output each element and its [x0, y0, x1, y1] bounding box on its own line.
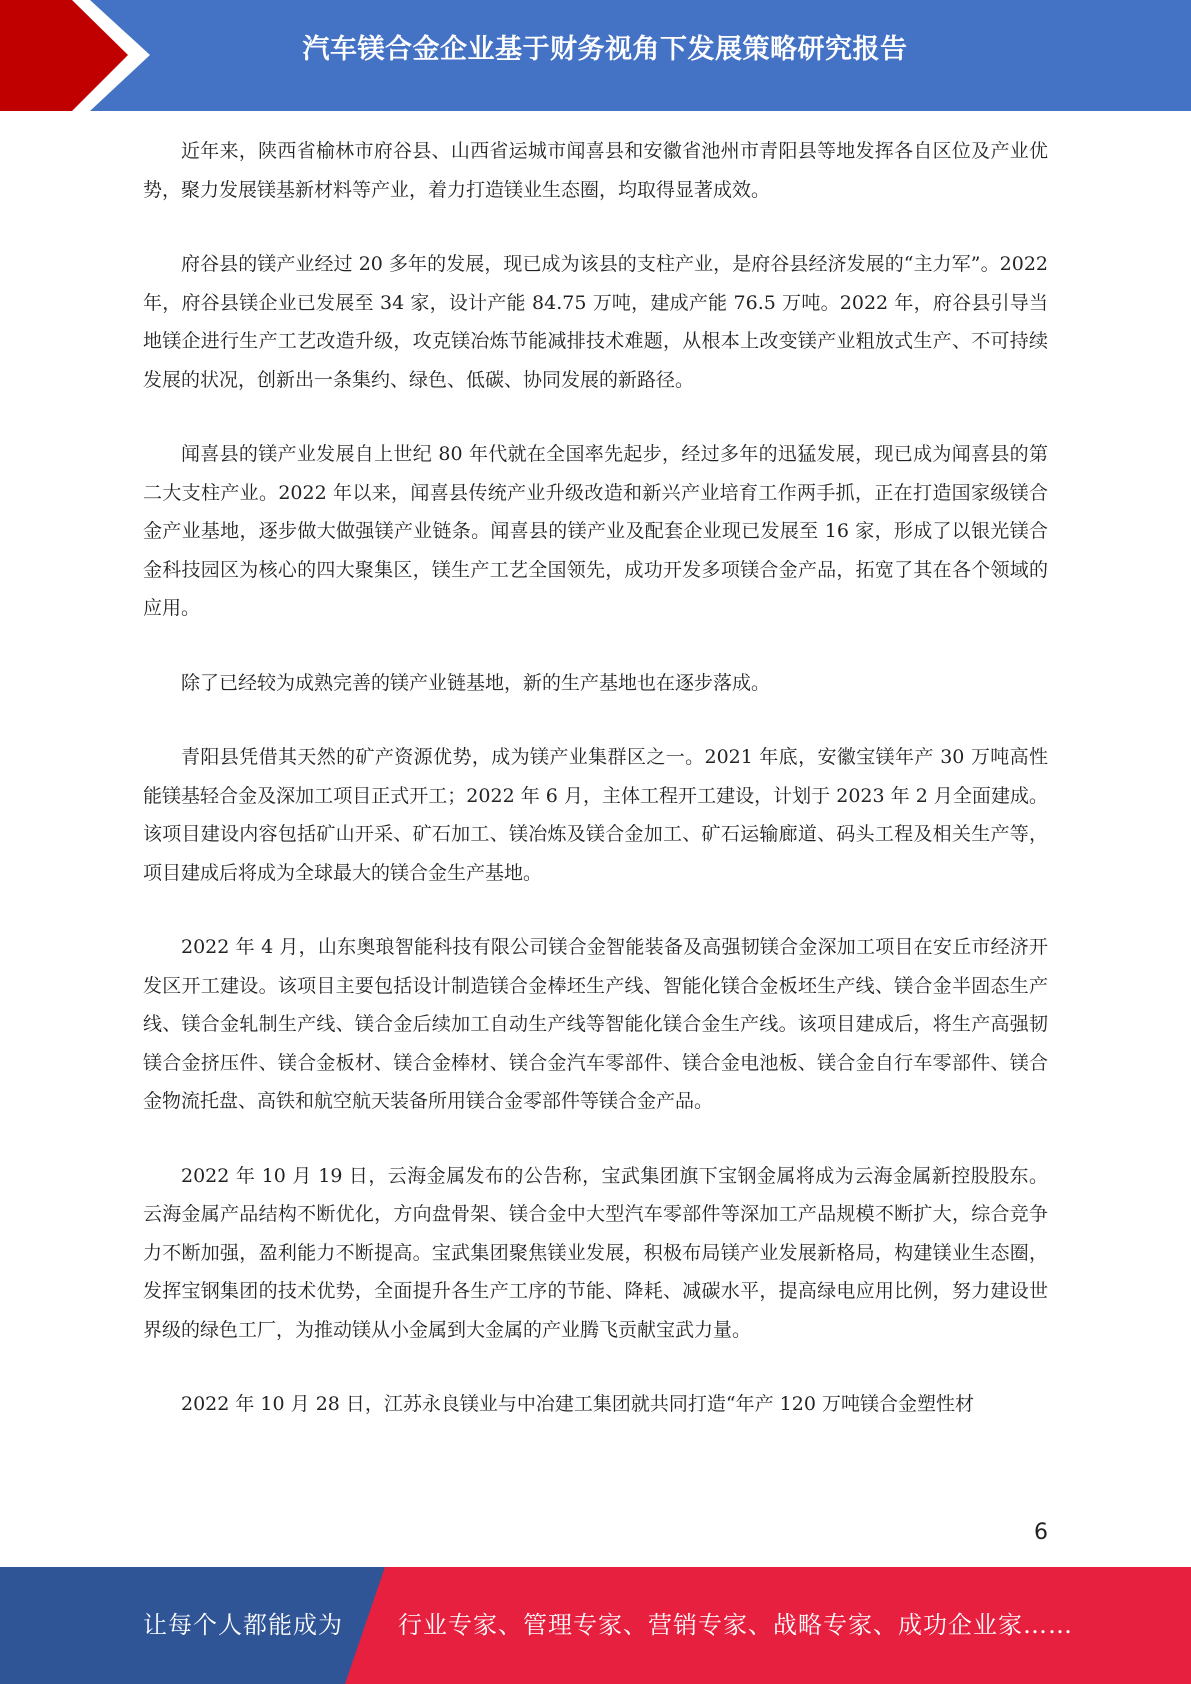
paragraph-yunhai: 2022 年 10 月 19 日，云海金属发布的公告称，宝武集团旗下宝钢金属将成为云海金属新控股股东。云海金属产品结构不断优化，方向盘骨架、镁合金中大型汽车零部件等深加工产品规模不断扩大，综合竞争力不断加强，盈利能力不断提高。宝武集团聚焦镁业发展，积极布局镁产业发展新格局，构建镁业生态圈，发挥宝钢集团的技术优势，全面提升各生产工序的节能、降耗、减碳水平，提高绿电应用比例，努力建设世界级的绿色工厂，为推动镁从小金属到大金属的产业腾飞贡献宝武力量。	[143, 1164, 1048, 1341]
paragraph-intro: 近年来，陕西省榆林市府谷县、山西省运城市闻喜县和安徽省池州市青阳县等地发挥各自区位及产业优势，聚力发展镁基新材料等产业，着力打造镁业生态圈，均取得显著成效。	[143, 140, 1048, 201]
footer-slogan-left: 让每个人都能成为	[143, 1611, 343, 1639]
page-number: 6	[1034, 1520, 1048, 1545]
paragraph-fugu: 府谷县的镁产业经过 20 多年的发展，现已成为该县的支柱产业，是府谷县经济发展的“主力军”。2022 年，府谷县镁企业已发展至 34 家，设计产能 84.75 万吨，建成产能 76.5 万吨。2022 年，府谷县引导当地镁企进行生产工艺改造升级，攻克镁冶炼节能减排技术难题，从根本上改变镁产业粗放式生产、不可持续发展的状况，创新出一条集约、绿色、低碳、协同发展的新路径。	[143, 253, 1048, 391]
document-body	[143, 132, 1048, 1460]
report-title: 汽车镁合金企业基于财务视角下发展策略研究报告	[302, 34, 908, 65]
paragraph-aolang: 2022 年 4 月，山东奥琅智能科技有限公司镁合金智能装备及高强韧镁合金深加工项目在安丘市经济开发区开工建设。该项目主要包括设计制造镁合金棒坯生产线、智能化镁合金板坯生产线、镁合金半固态生产线、镁合金轧制生产线、镁合金后续加工自动生产线等智能化镁合金生产线。该项目建成后，将生产高强韧镁合金挤压件、镁合金板材、镁合金棒材、镁合金汽车零部件、镁合金电池板、镁合金自行车零部件、镁合金物流托盘、高铁和航空航天装备所用镁合金零部件等镁合金产品。	[143, 936, 1048, 1112]
page-footer	[0, 1567, 1191, 1684]
footer-slogan-right: 行业专家、管理专家、营销专家、战略专家、成功企业家……	[398, 1611, 1073, 1639]
paragraph-yongliang: 2022 年 10 月 28 日，江苏永良镁业与中冶建工集团就共同打造“年产 120 万吨镁合金塑性材	[181, 1393, 974, 1415]
paragraph-wenxi: 闻喜县的镁产业发展自上世纪 80 年代就在全国率先起步，经过多年的迅猛发展，现已成为闻喜县的第二大支柱产业。2022 年以来，闻喜县传统产业升级改造和新兴产业培育工作两手抓，正在打造国家级镁合金产业基地，逐步做大做强镁产业链条。闻喜县的镁产业及配套企业现已发展至 16 家，形成了以银光镁合金科技园区为核心的四大聚集区，镁生产工艺全国领先，成功开发多项镁合金产品，拓宽了其在各个领域的应用。	[143, 443, 1048, 619]
paragraph-new-bases: 除了已经较为成熟完善的镁产业链基地，新的生产基地也在逐步落成。	[181, 671, 771, 694]
paragraph-qingyang: 青阳县凭借其天然的矿产资源优势，成为镁产业集群区之一。2021 年底，安徽宝镁年产 30 万吨高性能镁基轻合金及深加工项目正式开工；2022 年 6 月，主体工程开工建设，计划于 2023 年 2 月全面建成。该项目建设内容包括矿山开采、矿石加工、镁冶炼及镁合金加工、矿石运输廊道、码头工程及相关生产等，项目建成后将成为全球最大的镁合金生产基地。	[143, 746, 1048, 884]
page-header	[0, 0, 1191, 111]
